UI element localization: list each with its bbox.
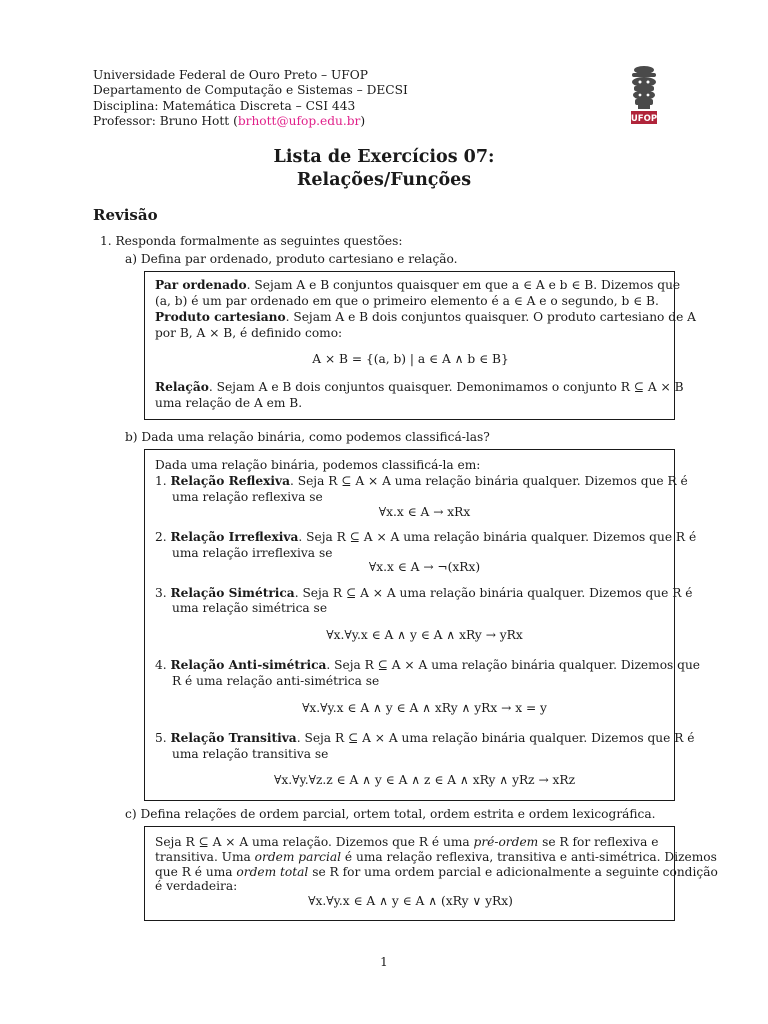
answer-box-a (144, 271, 696, 420)
ordem-line2: transitiva. Uma ordem parcial é uma relação reflexiva, transitiva e anti-simétrica. Dizemos (155, 850, 717, 864)
produto-line2: por B, A × B, é definido como: (155, 326, 343, 340)
ufop-logo (612, 64, 676, 128)
email-link[interactable]: brhott@ufop.edu.br (237, 113, 361, 128)
page-subtitle: Relações/Funções (296, 170, 472, 190)
answer-box-b: Dada uma relação binária, podemos classificá-la em: 1. Relação Reflexiva. Seja R ⊆ A × A uma relação binária qualquer. Dizemos que R é uma relação reflexiva se ∀x.x ∈ A → xRx 2. Relação Irreflexiva. Seja R ⊆ A × A uma relação binária qualquer. Dizemos que R é uma relação irreflexiva se ∀x.x ∈ A → ¬(xRx) 3. Relação Simétrica. Seja R ⊆ A × A uma relação binária qualquer. Dizemos que R é uma relação simétrica se ∀x.∀y.x ∈ A ∧ y ∈ A ∧ xRy → yRx 4. Relação Anti-simétrica. Seja R ⊆ A × A uma relação binária qualquer. Dizemos que R é uma relação anti-simétrica se ∀x.∀y.x ∈ A ∧ y ∈ A ∧ xRy ∧ yRx → x = y 5. Relação Transitiva. Seja R ⊆ A × A uma relação binária qualquer. Dizemos que R é uma relação transitiva se ∀x.∀y.∀z.z ∈ A ∧ y ∈ A ∧ z ∈ A ∧ xRy ∧ yRz → xRz (144, 449, 675, 801)
professor-line: Professor: Bruno Hott (brhott@ufop.edu.br) (93, 113, 366, 128)
produto-formula: A × B = {(a, b) | a ∈ A ∧ b ∈ B} (312, 352, 509, 366)
item-b-label: b) Dada uma relação binária, como podemos classificá-las? (125, 430, 490, 444)
ordem-line4: é verdadeira: (155, 879, 238, 893)
department-line: Departamento de Computação e Sistemas – DECSI (93, 83, 408, 98)
item-c-label: c) Defina relações de ordem parcial, ortem total, ordem estrita e ordem lexicográfica. (125, 807, 656, 821)
produto-line1: Produto cartesiano. Sejam A e B dois conjuntos quaisquer. O produto cartesiano de A (155, 310, 696, 324)
page-title: Lista de Exercícios 07: (273, 147, 495, 167)
page-number: 1 (380, 955, 388, 969)
relacao-line1: Relação. Sejam A e B dois conjuntos quaisquer. Demonimamos o conjunto R ⊆ A × B (155, 380, 684, 394)
par-ordenado-line1: Par ordenado. Sejam A e B conjuntos quaisquer em que a ∈ A e b ∈ B. Dizemos que (155, 278, 681, 292)
ordem-line1: Seja R ⊆ A × A uma relação. Dizemos que R é uma pré-ordem se R for reflexiva e (155, 835, 659, 849)
item-a-label: a) Defina par ordenado, produto cartesiano e relação. (125, 252, 458, 266)
header-block (93, 68, 408, 129)
formula: ∀x.x ∈ A → ¬(xRx) (368, 560, 481, 574)
section-heading: Revisão (93, 206, 158, 224)
answer-box-c (144, 826, 718, 921)
discipline-line: Disciplina: Matemática Discreta – CSI 443 (93, 98, 356, 113)
ordem-total-formula: ∀x.∀y.x ∈ A ∧ y ∈ A ∧ (xRy ∨ yRx) (308, 894, 513, 908)
par-ordenado-line2: (a, b) é um par ordenado em que o primeiro elemento é a ∈ A e o segundo, b ∈ B. (155, 294, 659, 308)
university-line: Universidade Federal de Ouro Preto – UFOP (93, 68, 368, 82)
question-1: 1. Responda formalmente as seguintes questões: (100, 234, 403, 248)
formula: ∀x.∀y.x ∈ A ∧ y ∈ A ∧ xRy → yRx (326, 628, 523, 642)
formula: ∀x.x ∈ A → xRx (378, 505, 471, 519)
formula: ∀x.∀y.x ∈ A ∧ y ∈ A ∧ xRy ∧ yRx → x = y (302, 701, 547, 715)
formula: ∀x.∀y.∀z.z ∈ A ∧ y ∈ A ∧ z ∈ A ∧ xRy ∧ yRz → xRz (274, 773, 575, 787)
ordem-line3: que R é uma ordem total se R for uma ordem parcial e adicionalmente a seguinte condição (155, 865, 718, 879)
classification-intro: Dada uma relação binária, podemos classificá-la em: (155, 458, 481, 472)
logo-text: UFOP (630, 114, 658, 124)
relacao-line2: uma relação de A em B. (155, 396, 303, 410)
